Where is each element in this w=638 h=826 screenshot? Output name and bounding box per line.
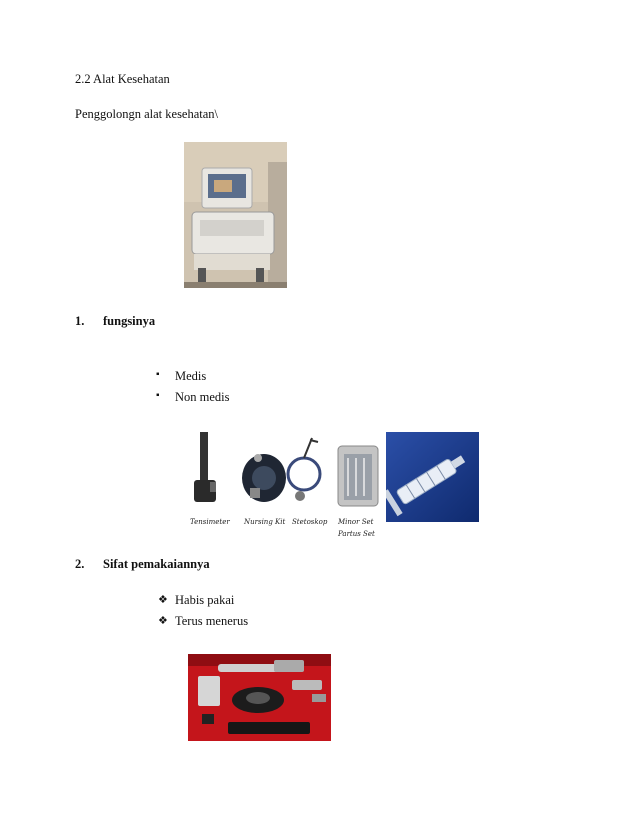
caption-nursing-kit: Nursing Kit bbox=[244, 518, 286, 526]
square-bullet-icon: ▪ bbox=[156, 369, 160, 380]
list1-heading: fungsinya bbox=[103, 314, 156, 328]
caption-partus-set: Partus Set bbox=[338, 530, 375, 538]
surgical-tools-image bbox=[188, 654, 331, 741]
caption-tensimeter: Tensimeter bbox=[190, 518, 230, 526]
list1-item: Medis bbox=[175, 369, 207, 383]
caption-stetoskop: Stetoskop bbox=[292, 518, 328, 526]
section-title: 2.2 Alat Kesehatan bbox=[75, 72, 170, 86]
diamond-bullet-icon: ❖ bbox=[158, 615, 168, 627]
list2-number: 2. bbox=[75, 557, 85, 571]
square-bullet-icon: ▪ bbox=[156, 390, 160, 401]
list1-item: Non medis bbox=[175, 390, 230, 404]
caption-minor-set: Minor Set bbox=[338, 518, 374, 526]
list1-number: 1. bbox=[75, 314, 85, 328]
intro-text: Penggolongn alat kesehatan\ bbox=[75, 107, 219, 121]
diamond-bullet-icon: ❖ bbox=[158, 594, 168, 606]
syringe-image bbox=[386, 432, 479, 522]
list2-heading: Sifat pemakaiannya bbox=[103, 557, 210, 571]
list2-item: Terus menerus bbox=[175, 614, 249, 628]
list2-item: Habis pakai bbox=[175, 593, 235, 607]
medical-instruments-image bbox=[188, 428, 385, 543]
ultrasound-machine-image bbox=[184, 142, 287, 288]
